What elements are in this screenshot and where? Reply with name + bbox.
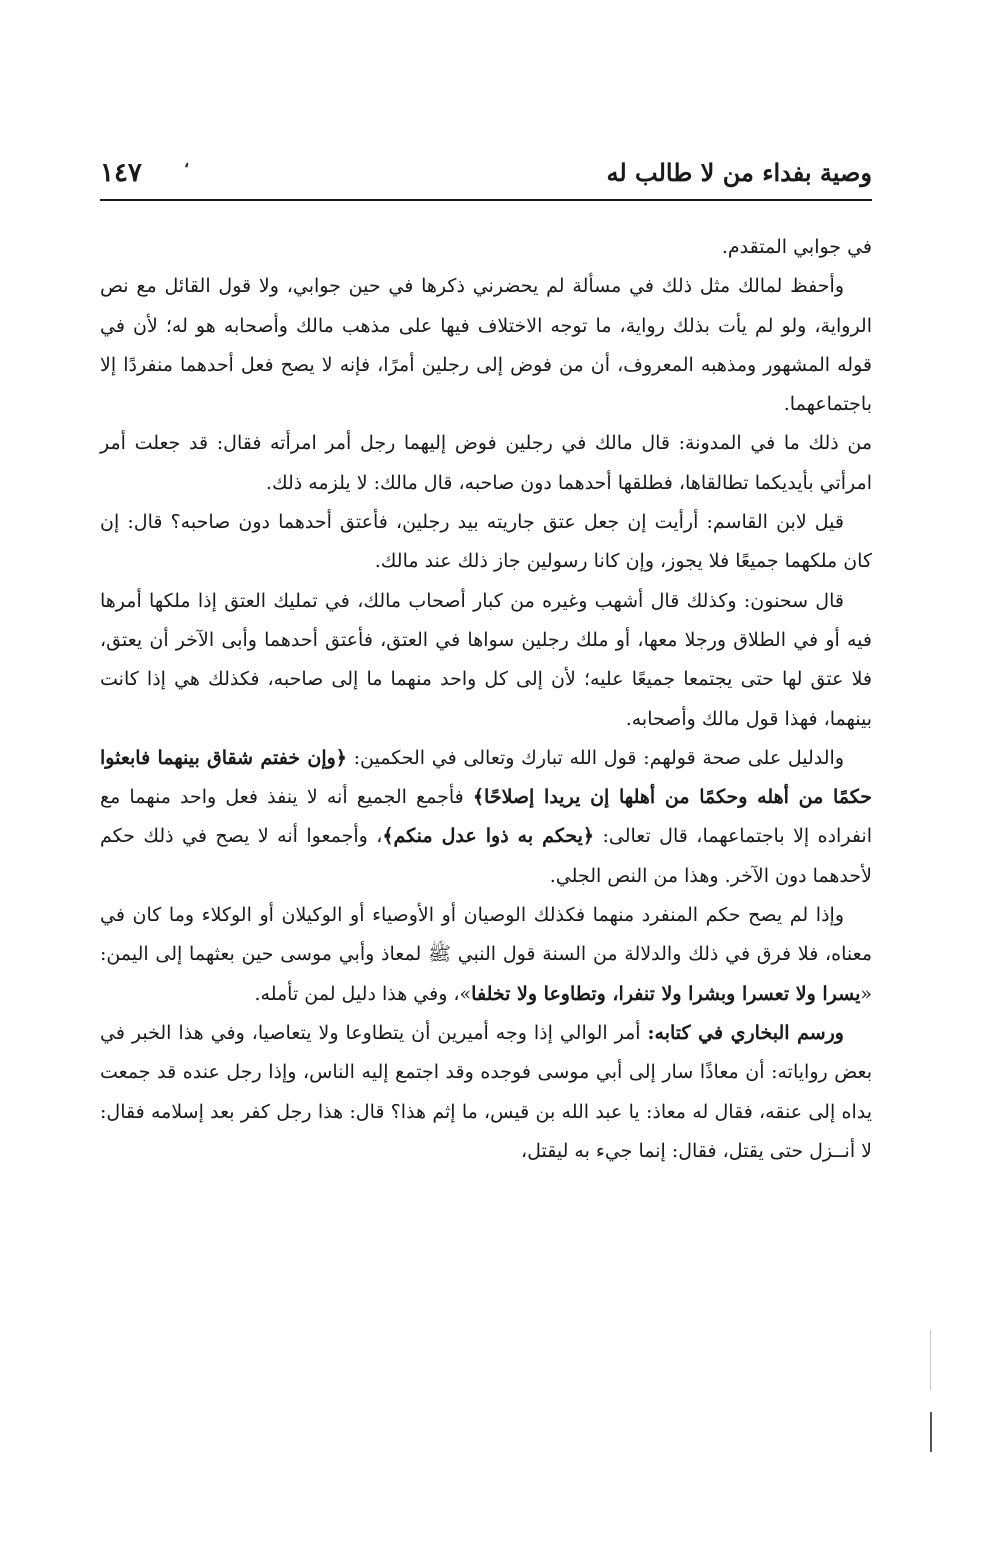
margin-line bbox=[930, 1412, 932, 1452]
text-run: والدليل على صحة قولهم: قول الله تبارك وتعالى في الحكمين: bbox=[346, 746, 844, 769]
text-run: في جوابي المتقدم. bbox=[721, 236, 872, 258]
text-run: وإذا لم يصح حكم المنفرد منهما فكذلك الوصيان أو الأوصياء أو الوكيلان أو الوكلاء وما كان في معناه، فلا فرق في ذلك والدلالة من السنة قول النبي ﷺ لمعاذ وأبي موسى حين بعثهما إلى اليمن: « bbox=[100, 904, 872, 1005]
emphasized-text: يسرا ولا تعسرا وبشرا ولا تنفرا، وتطاوعا ولا تخلفا bbox=[471, 982, 861, 1005]
paragraph bbox=[100, 1014, 872, 1171]
margin-line bbox=[930, 1330, 931, 1390]
running-header bbox=[100, 152, 872, 196]
text-run: »، وفي هذا دليل لمن تأمله. bbox=[254, 982, 472, 1005]
paragraph bbox=[100, 582, 872, 739]
text-run: قيل لابن القاسم: أرأيت إن جعل عتق جاريته بيد رجلين، فأعتق أحدهما دون صاحبه؟ قال: إن كان ملكهما جميعًا فلا يجوز، وإن كانا رسولين جاز ذلك عند مالك. bbox=[100, 511, 872, 573]
text-run: قال سحنون: وكذلك قال أشهب وغيره من كبار أصحاب مالك، في تمليك العتق إذا ملكها أمرها فيه أو في الطلاق ورجلا معها، أو ملك رجلين سواها في العتق، فأعتق أحدهما وأبى الآخر أن يعتق، فلا عتق لها حتى يجتمعا جميعًا عليه؛ لأن إلى كل واحد منهما ما إلى صاحبه، فكذلك هي إذا كانت بينهما، فهذا قول مالك وأصحابه. bbox=[100, 589, 872, 730]
text-run: وأحفظ لمالك مثل ذلك في مسألة لم يحضرني ذكرها في حين جوابي، ولا قول القائل مع نص الرواية، ولو لم يأت بذلك رواية، ما توجه الاختلاف فيها على مذهب مالك وأصحابه هو له؛ لأن في قوله المشهور ومذهبه المعروف، أن من فوض إلى رجلين أمرًا، فإنه لا يصح فعل أحدهما منفردًا إلا باجتماعهما. bbox=[100, 275, 872, 416]
text-run: أمر الوالي إذا وجه أميرين أن يتطاوعا ولا يتعاصيا، وفي هذا الخبر في بعض رواياته: أن معاذًا سار إلى أبي موسى فوجده وقد اجتمع إليه الناس، وإذا رجل عنده قد جمعت يداه إلى عنقه، فقال له معاذ: يا عبد الله بن قيس، ما إثم هذا؟ قال: هذا رجل كفر بعد إسلامه فقال: لا أنــزل حتى يقتل، فقال: إنما جيء به ليقتل، bbox=[100, 1021, 872, 1162]
text-run: ، وأجمعوا أنه لا يصح في ذلك حكم لأحدهما دون الآخر. وهذا من النص الجلي. bbox=[100, 825, 872, 887]
paragraph bbox=[100, 228, 872, 267]
emphasized-text: ﴿وإن خفتم شقاق بينهما فابعثوا حكمًا من أهله وحكمًا من أهلها إن يريدا إصلاحًا﴾ bbox=[100, 746, 872, 809]
paragraph bbox=[100, 267, 872, 424]
emphasized-text: ﴿يحكم به ذوا عدل منكم﴾ bbox=[382, 825, 595, 848]
page-number: ١٤٧ bbox=[100, 158, 142, 188]
paragraph bbox=[100, 739, 872, 896]
body-text bbox=[100, 228, 872, 1171]
chapter-title: وصية بفداء من لا طالب له bbox=[606, 158, 872, 187]
paragraph bbox=[100, 424, 872, 503]
text-run: فأجمع الجميع أنه لا ينفذ فعل واحد منهما مع انفراده إلا باجتماعهما، قال تعالى: bbox=[100, 786, 873, 848]
emphasized-text: ورسم البخاري في كتابه: bbox=[647, 1021, 844, 1044]
text-run: من ذلك ما في المدونة: قال مالك في رجلين فوض إليهما رجل أمر امرأته فقال: قد جعلت أمر امرأتي بأيديكما تطالقاها، فطلقها أحدهما دون صاحبه، قال مالك: لا يلزمه ذلك. bbox=[100, 432, 872, 494]
paragraph bbox=[100, 896, 872, 1014]
header-rule bbox=[100, 199, 872, 201]
paragraph bbox=[100, 503, 872, 582]
header-mark: ، bbox=[184, 152, 190, 171]
